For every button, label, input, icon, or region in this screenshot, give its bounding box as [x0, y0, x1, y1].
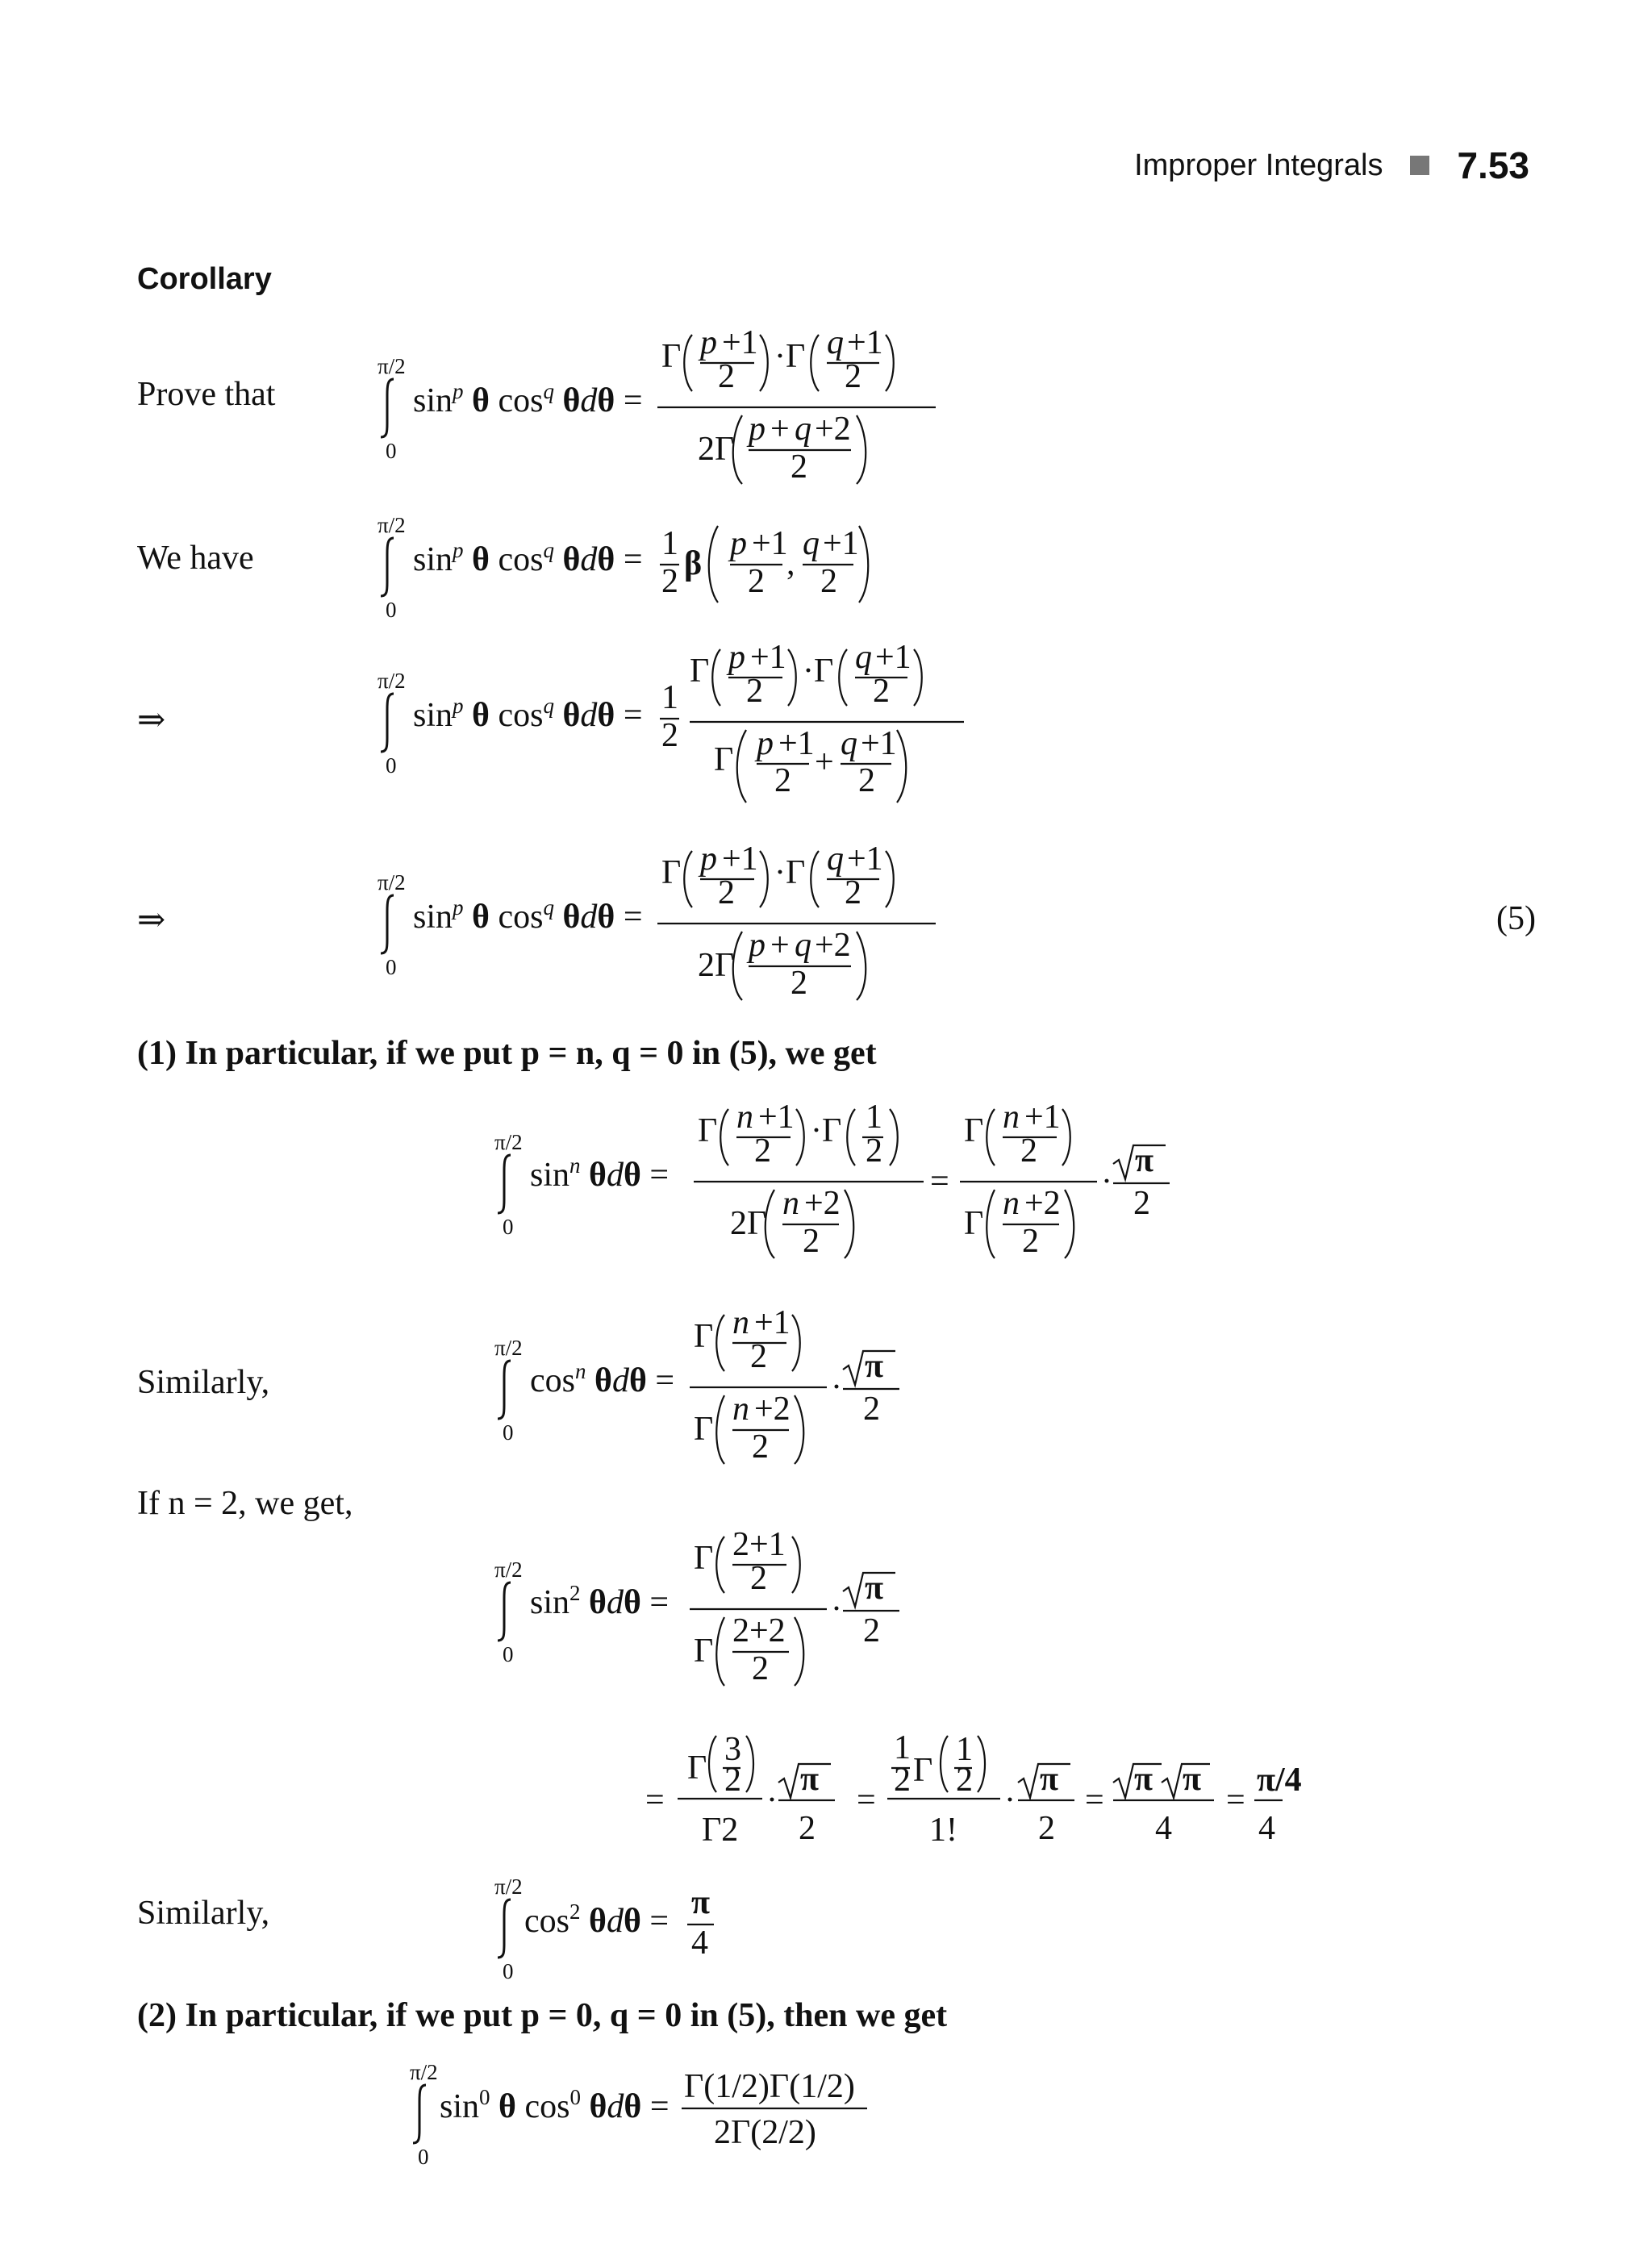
- svg-text:q: q: [803, 525, 820, 562]
- equation-we-have: [363, 502, 928, 623]
- svg-text:1: 1: [866, 1099, 882, 1136]
- svg-text:π/2: π/2: [494, 1336, 523, 1360]
- svg-text:+1: +1: [861, 725, 897, 762]
- svg-text:2: 2: [718, 874, 735, 911]
- svg-text:1: 1: [661, 679, 678, 716]
- svg-text:2: 2: [863, 1391, 880, 1428]
- svg-text:·: ·: [831, 1369, 842, 1406]
- running-header: [1134, 144, 1529, 187]
- svg-text:=: =: [930, 1163, 949, 1200]
- svg-text:1: 1: [956, 1731, 973, 1768]
- svg-text:2Γ: 2Γ: [730, 1205, 767, 1242]
- svg-text:0: 0: [503, 1959, 514, 1983]
- equation-sin-2-continuation: [645, 1710, 1307, 1855]
- page-number: 7.53: [1457, 144, 1529, 186]
- svg-text:q: q: [827, 324, 844, 361]
- svg-text:n: n: [732, 1391, 749, 1428]
- svg-text:sin0 θ cos0 θdθ =: $\sin^0 \theta$ $\cos^0 \theta d\theta$ =: [440, 2085, 670, 2125]
- svg-text:2: 2: [661, 563, 678, 600]
- svg-text:=: =: [645, 1782, 665, 1819]
- svg-text:+: +: [770, 411, 790, 448]
- svg-text:q: q: [795, 927, 811, 964]
- svg-text:Γ: Γ: [694, 1633, 714, 1670]
- svg-text:π: π: [1040, 1761, 1059, 1798]
- svg-text:n: n: [1003, 1185, 1020, 1222]
- svg-text:+1: +1: [823, 525, 859, 562]
- svg-text:+1: +1: [778, 725, 815, 762]
- svg-text:n: n: [736, 1099, 753, 1136]
- svg-text:+2: +2: [815, 411, 851, 448]
- svg-text:2: 2: [866, 1132, 882, 1170]
- svg-text:2: 2: [799, 1810, 816, 1847]
- svg-text:Γ: Γ: [694, 1540, 714, 1577]
- svg-text:+2: +2: [1024, 1185, 1061, 1222]
- svg-text:+1: +1: [750, 639, 786, 676]
- svg-text:0: 0: [386, 598, 397, 622]
- svg-text:4: 4: [1155, 1810, 1172, 1847]
- svg-text:sinp θ cosq θdθ =: $\sin^p \theta$ $\cos^q \theta d\theta$ =: [413, 694, 643, 734]
- svg-text:π: π: [865, 1570, 884, 1607]
- svg-text:2: 2: [750, 1338, 767, 1375]
- svg-text:+1: +1: [722, 840, 758, 878]
- svg-text:·Γ: ·Γ: [803, 653, 834, 690]
- svg-text:4: 4: [1258, 1810, 1275, 1847]
- svg-text:·Γ: ·Γ: [774, 854, 806, 891]
- svg-text:+1: +1: [722, 324, 758, 361]
- svg-text:π/2: π/2: [378, 870, 406, 894]
- svg-text:·: ·: [831, 1591, 842, 1628]
- equation-sin-n: [480, 1085, 1206, 1270]
- label-prove-that: Prove that: [137, 376, 276, 413]
- svg-text:Γ: Γ: [694, 1411, 714, 1448]
- svg-text:2: 2: [752, 1428, 769, 1466]
- svg-text:0: 0: [503, 1642, 514, 1666]
- svg-text:0: 0: [418, 2145, 429, 2169]
- svg-text:Γ: Γ: [964, 1112, 984, 1149]
- svg-text:0: 0: [503, 1215, 514, 1239]
- svg-text:+: +: [770, 927, 790, 964]
- label-we-have: We have: [137, 540, 254, 577]
- svg-text:0: 0: [386, 753, 397, 778]
- svg-text:+: +: [815, 744, 834, 781]
- svg-text:Γ: Γ: [913, 1752, 933, 1789]
- case-2-statement: (2) In particular, if we put p = 0, q = 0 in (5), then we get: [137, 1997, 948, 2034]
- svg-text:Γ: Γ: [698, 1112, 718, 1149]
- case-1-statement: (1) In particular, if we put p = n, q = 0 in (5), we get: [137, 1035, 877, 1072]
- label-implies-2: ⇒: [137, 902, 166, 939]
- header-square-icon: [1410, 156, 1429, 175]
- svg-text:2+1: 2+1: [732, 1526, 786, 1563]
- svg-text:+1: +1: [847, 840, 883, 878]
- svg-text:+2: +2: [804, 1185, 841, 1222]
- equation-sin-2: [480, 1516, 1004, 1710]
- svg-text:2: 2: [746, 673, 763, 710]
- svg-text:·Γ: ·Γ: [811, 1112, 842, 1149]
- svg-text:π/2: π/2: [378, 513, 406, 537]
- svg-text:π/2: π/2: [494, 1874, 523, 1899]
- equation-implies-1: [363, 633, 992, 819]
- svg-text:+1: +1: [758, 1099, 795, 1136]
- svg-text:q: q: [795, 411, 811, 448]
- svg-text:π: π: [1135, 1142, 1154, 1179]
- svg-text:2: 2: [774, 762, 791, 799]
- svg-text:0: 0: [386, 439, 397, 463]
- svg-text:p: p: [749, 411, 766, 448]
- svg-text:0: 0: [503, 1420, 514, 1445]
- svg-text:2: 2: [858, 762, 875, 799]
- svg-text:1: 1: [894, 1729, 911, 1766]
- svg-text:Γ: Γ: [661, 854, 682, 891]
- svg-text:q: q: [855, 639, 872, 676]
- svg-text:2Γ(2/2): 2Γ(2/2): [714, 2114, 816, 2151]
- svg-text:π: π: [691, 1884, 711, 1921]
- svg-text:2: 2: [1133, 1185, 1150, 1222]
- svg-text:2: 2: [803, 1223, 820, 1260]
- svg-text:p: p: [749, 927, 766, 964]
- svg-text:4: 4: [691, 1924, 708, 1962]
- svg-text:Γ: Γ: [964, 1205, 984, 1242]
- svg-text:·Γ: ·Γ: [774, 338, 806, 375]
- svg-text:2: 2: [750, 1560, 767, 1597]
- svg-text:+1: +1: [847, 324, 883, 361]
- svg-text:π: π: [1183, 1761, 1202, 1798]
- svg-text:q: q: [841, 725, 857, 762]
- label-implies-1: ⇒: [137, 702, 166, 739]
- svg-text:2+2: 2+2: [732, 1612, 786, 1649]
- svg-text:2: 2: [752, 1650, 769, 1687]
- svg-text:n: n: [782, 1185, 799, 1222]
- svg-text:1: 1: [661, 525, 678, 562]
- svg-text:β: β: [684, 545, 703, 582]
- svg-text:π/2: π/2: [378, 669, 406, 693]
- svg-text:p: p: [728, 639, 745, 676]
- svg-text:π/4: π/4: [1257, 1762, 1302, 1799]
- svg-text:p: p: [730, 525, 747, 562]
- svg-text:Γ: Γ: [661, 338, 682, 375]
- svg-text:2: 2: [1020, 1132, 1037, 1170]
- svg-text:π: π: [865, 1348, 884, 1385]
- svg-text:p: p: [700, 324, 717, 361]
- svg-text:1!: 1!: [929, 1812, 957, 1849]
- svg-text:=: =: [857, 1782, 876, 1819]
- svg-text:2: 2: [845, 874, 861, 911]
- svg-text:π/2: π/2: [494, 1558, 523, 1582]
- svg-text:2: 2: [718, 358, 735, 395]
- svg-text:·: ·: [766, 1782, 778, 1819]
- chapter-title: Improper Integrals: [1134, 148, 1383, 182]
- svg-text:2: 2: [661, 717, 678, 754]
- equation-number: (5): [1496, 900, 1536, 937]
- svg-text:2Γ: 2Γ: [698, 947, 735, 984]
- svg-text:2: 2: [845, 358, 861, 395]
- svg-text:π: π: [1134, 1761, 1153, 1798]
- svg-text:Γ: Γ: [687, 1749, 707, 1787]
- svg-text:q: q: [827, 840, 844, 878]
- svg-text:Γ(1/2)Γ(1/2): Γ(1/2)Γ(1/2): [684, 2068, 855, 2105]
- svg-text:p: p: [757, 725, 774, 762]
- svg-text:,: ,: [786, 545, 795, 582]
- svg-text:sin2 θdθ =: $\sin^2 \theta d\theta$ =: [530, 1581, 670, 1621]
- svg-text:π/2: π/2: [378, 354, 406, 378]
- svg-text:sinn θdθ =: $\sin^n \theta d\theta$ =: [530, 1153, 670, 1194]
- svg-text:n: n: [732, 1304, 749, 1341]
- svg-text:2: 2: [956, 1762, 973, 1799]
- svg-text:cosn θdθ =: $\cos^n \theta d\theta$ =: [530, 1359, 675, 1399]
- svg-text:2: 2: [754, 1132, 771, 1170]
- svg-text:3: 3: [724, 1731, 741, 1768]
- svg-text:=: =: [1085, 1782, 1104, 1819]
- svg-text:2: 2: [894, 1762, 911, 1799]
- svg-text:+1: +1: [752, 525, 788, 562]
- svg-text:2: 2: [873, 673, 890, 710]
- svg-text:n: n: [1003, 1099, 1020, 1136]
- label-similarly-2: Similarly,: [137, 1895, 270, 1932]
- svg-text:·: ·: [1004, 1782, 1016, 1819]
- svg-text:Γ: Γ: [690, 653, 710, 690]
- svg-text:+1: +1: [754, 1304, 791, 1341]
- svg-text:2: 2: [791, 965, 807, 1002]
- svg-text:+1: +1: [875, 639, 912, 676]
- svg-text:Γ2: Γ2: [702, 1812, 739, 1849]
- svg-text:sinp θ cosq θdθ =: $\sin^p \theta$ $\cos^q \theta d\theta$ =: [413, 895, 643, 936]
- svg-text:π/2: π/2: [410, 2060, 438, 2084]
- svg-text:·: ·: [1101, 1163, 1112, 1200]
- equation-sin0-cos0: [395, 2049, 960, 2170]
- svg-text:=: =: [1226, 1782, 1245, 1819]
- svg-text:2: 2: [724, 1762, 741, 1799]
- label-similarly-1: Similarly,: [137, 1364, 270, 1401]
- svg-text:+2: +2: [754, 1391, 791, 1428]
- svg-text:π/2: π/2: [494, 1130, 523, 1154]
- svg-text:Γ: Γ: [694, 1318, 714, 1355]
- svg-text:0: 0: [386, 955, 397, 979]
- svg-text:sinp θ cosq θdθ =: $\sin^p \theta$ $\cos^q \theta d\theta$ =: [413, 538, 643, 578]
- equation-cos-n: [480, 1295, 1004, 1488]
- svg-text:π: π: [800, 1761, 820, 1798]
- svg-text:+1: +1: [1024, 1099, 1061, 1136]
- svg-text:2: 2: [863, 1612, 880, 1649]
- equation-prove-that: [363, 315, 968, 508]
- svg-text:+2: +2: [815, 927, 851, 964]
- svg-text:2: 2: [820, 563, 837, 600]
- svg-text:2: 2: [1038, 1810, 1055, 1847]
- svg-text:2: 2: [791, 448, 807, 486]
- svg-text:Γ: Γ: [714, 741, 734, 778]
- svg-text:2Γ: 2Γ: [698, 431, 735, 468]
- svg-text:2: 2: [1022, 1223, 1039, 1260]
- svg-text:2: 2: [748, 563, 765, 600]
- label-if-n-2: If n = 2, we get,: [137, 1485, 353, 1522]
- svg-text:p: p: [700, 840, 717, 878]
- equation-cos-2: [480, 1863, 803, 1984]
- svg-text:cos2 θdθ =: $\cos^2 \theta d\theta$ =: [524, 1899, 670, 1940]
- svg-text:sinp θ cosq θdθ =: $\sin^p \theta$ $\cos^q \theta d\theta$ =: [413, 379, 643, 419]
- equation-implies-2: [363, 835, 968, 1024]
- corollary-heading: Corollary: [137, 262, 272, 296]
